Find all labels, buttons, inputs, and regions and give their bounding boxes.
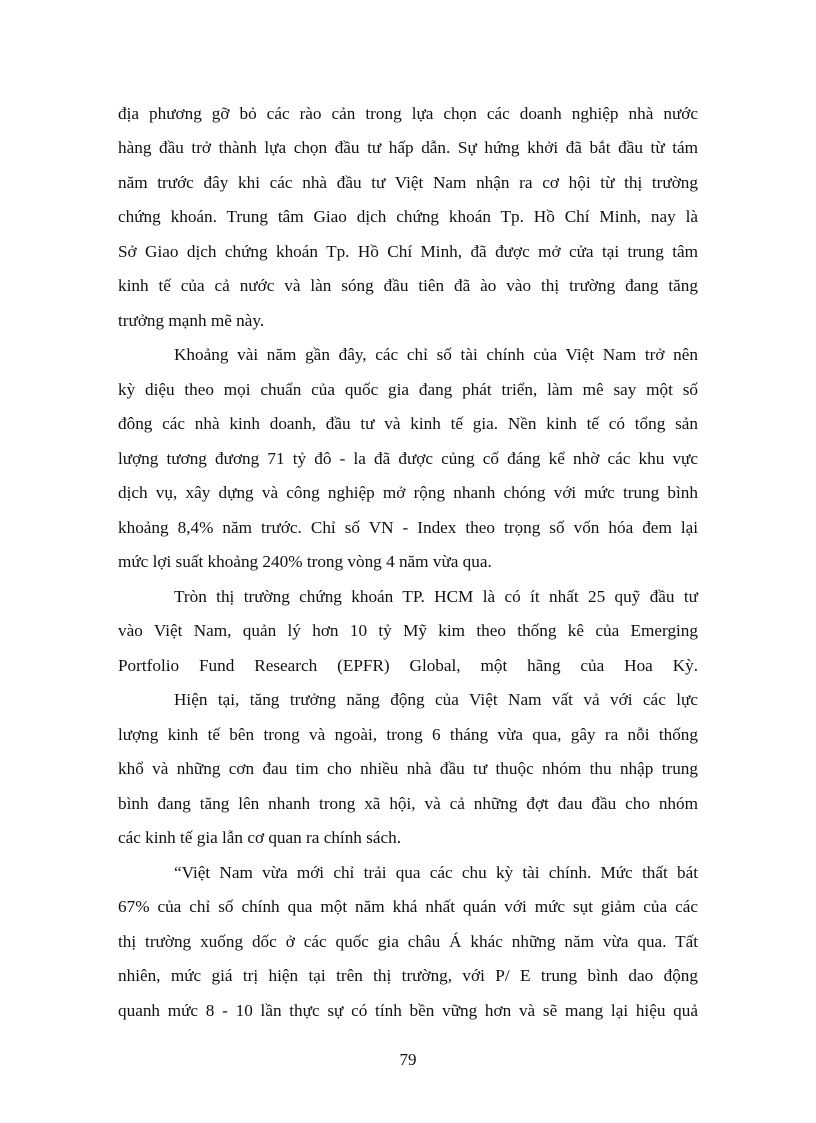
text-line: lượng kinh tế bên trong và ngoài, trong 6 tháng vừa qua, gây ra nỗi thống xyxy=(118,725,698,744)
text-line: kinh tế của cả nước và làn sóng đầu tiên đã ào vào thị trường đang tăng xyxy=(118,276,698,295)
text-line: chứng khoán. Trung tâm Giao dịch chứng khoán Tp. Hồ Chí Minh, nay là xyxy=(118,207,698,226)
text-line: dịch vụ, xây dựng và công nghiệp mở rộng nhanh chóng với mức trung bình xyxy=(118,483,698,502)
text-line: trưởng mạnh mẽ này. xyxy=(118,311,265,330)
text-line: Tròn thị trường chứng khoán TP. HCM là có ít nhất 25 quỹ đầu tư xyxy=(174,587,698,606)
text-line: mức lợi suất khoảng 240% trong vòng 4 năm vừa qua. xyxy=(118,552,492,571)
text-line: Khoảng vài năm gần đây, các chỉ số tài chính của Việt Nam trở nên xyxy=(174,345,698,364)
text-line: địa phương gỡ bỏ các rào cản trong lựa chọn các doanh nghiệp nhà nước xyxy=(118,104,698,123)
text-line: đông các nhà kinh doanh, đầu tư và kinh tế gia. Nền kinh tế có tổng sản xyxy=(118,414,698,433)
text-line: lượng tương đương 71 tỷ đô - la đã được củng cố đáng kể nhờ các khu vực xyxy=(118,449,698,468)
text-line: khổ và những cơn đau tim cho nhiều nhà đầu tư thuộc nhóm thu nhập trung xyxy=(118,759,698,778)
text-line: Sở Giao dịch chứng khoán Tp. Hồ Chí Minh, đã được mở cửa tại trung tâm xyxy=(118,242,698,261)
text-line: “Việt Nam vừa mới chỉ trải qua các chu kỳ tài chính. Mức thất bát xyxy=(174,863,698,882)
text-line: khoảng 8,4% năm trước. Chỉ số VN - Index theo trọng số vốn hóa đem lại xyxy=(118,518,698,537)
text-line: kỳ diệu theo mọi chuẩn của quốc gia đang phát triển, làm mê say một số xyxy=(118,380,698,399)
text-line: 67% của chỉ số chính qua một năm khá nhất quán với mức sụt giảm của các xyxy=(118,897,698,916)
text-line: nhiên, mức giá trị hiện tại trên thị trường, với P/ E trung bình dao động xyxy=(118,966,698,985)
text-line: năm trước đây khi các nhà đầu tư Việt Nam nhận ra cơ hội từ thị trường xyxy=(118,173,698,192)
text-line: hàng đầu trở thành lựa chọn đầu tư hấp dẫn. Sự hứng khởi đã bắt đầu từ tám xyxy=(118,138,698,157)
text-line: vào Việt Nam, quản lý hơn 10 tỷ Mỹ kim theo thống kê của Emerging xyxy=(118,621,698,640)
text-line: thị trường xuống dốc ở các quốc gia châu Á khác những năm vừa qua. Tất xyxy=(118,932,698,951)
text-line: Portfolio Fund Research (EPFR) Global, một hãng của Hoa Kỳ. xyxy=(118,656,698,675)
text-line: quanh mức 8 - 10 lần thực sự có tính bền vững hơn và sẽ mang lại hiệu quả xyxy=(118,1001,698,1020)
text-line: bình đang tăng lên nhanh trong xã hội, và cả những đợt đau đầu cho nhóm xyxy=(118,794,698,813)
text-line: Hiện tại, tăng trưởng năng động của Việt Nam vất vả với các lực xyxy=(174,690,698,709)
page-number: 79 xyxy=(399,1050,417,1069)
text-line: các kinh tế gia lẫn cơ quan ra chính sách. xyxy=(118,828,402,847)
